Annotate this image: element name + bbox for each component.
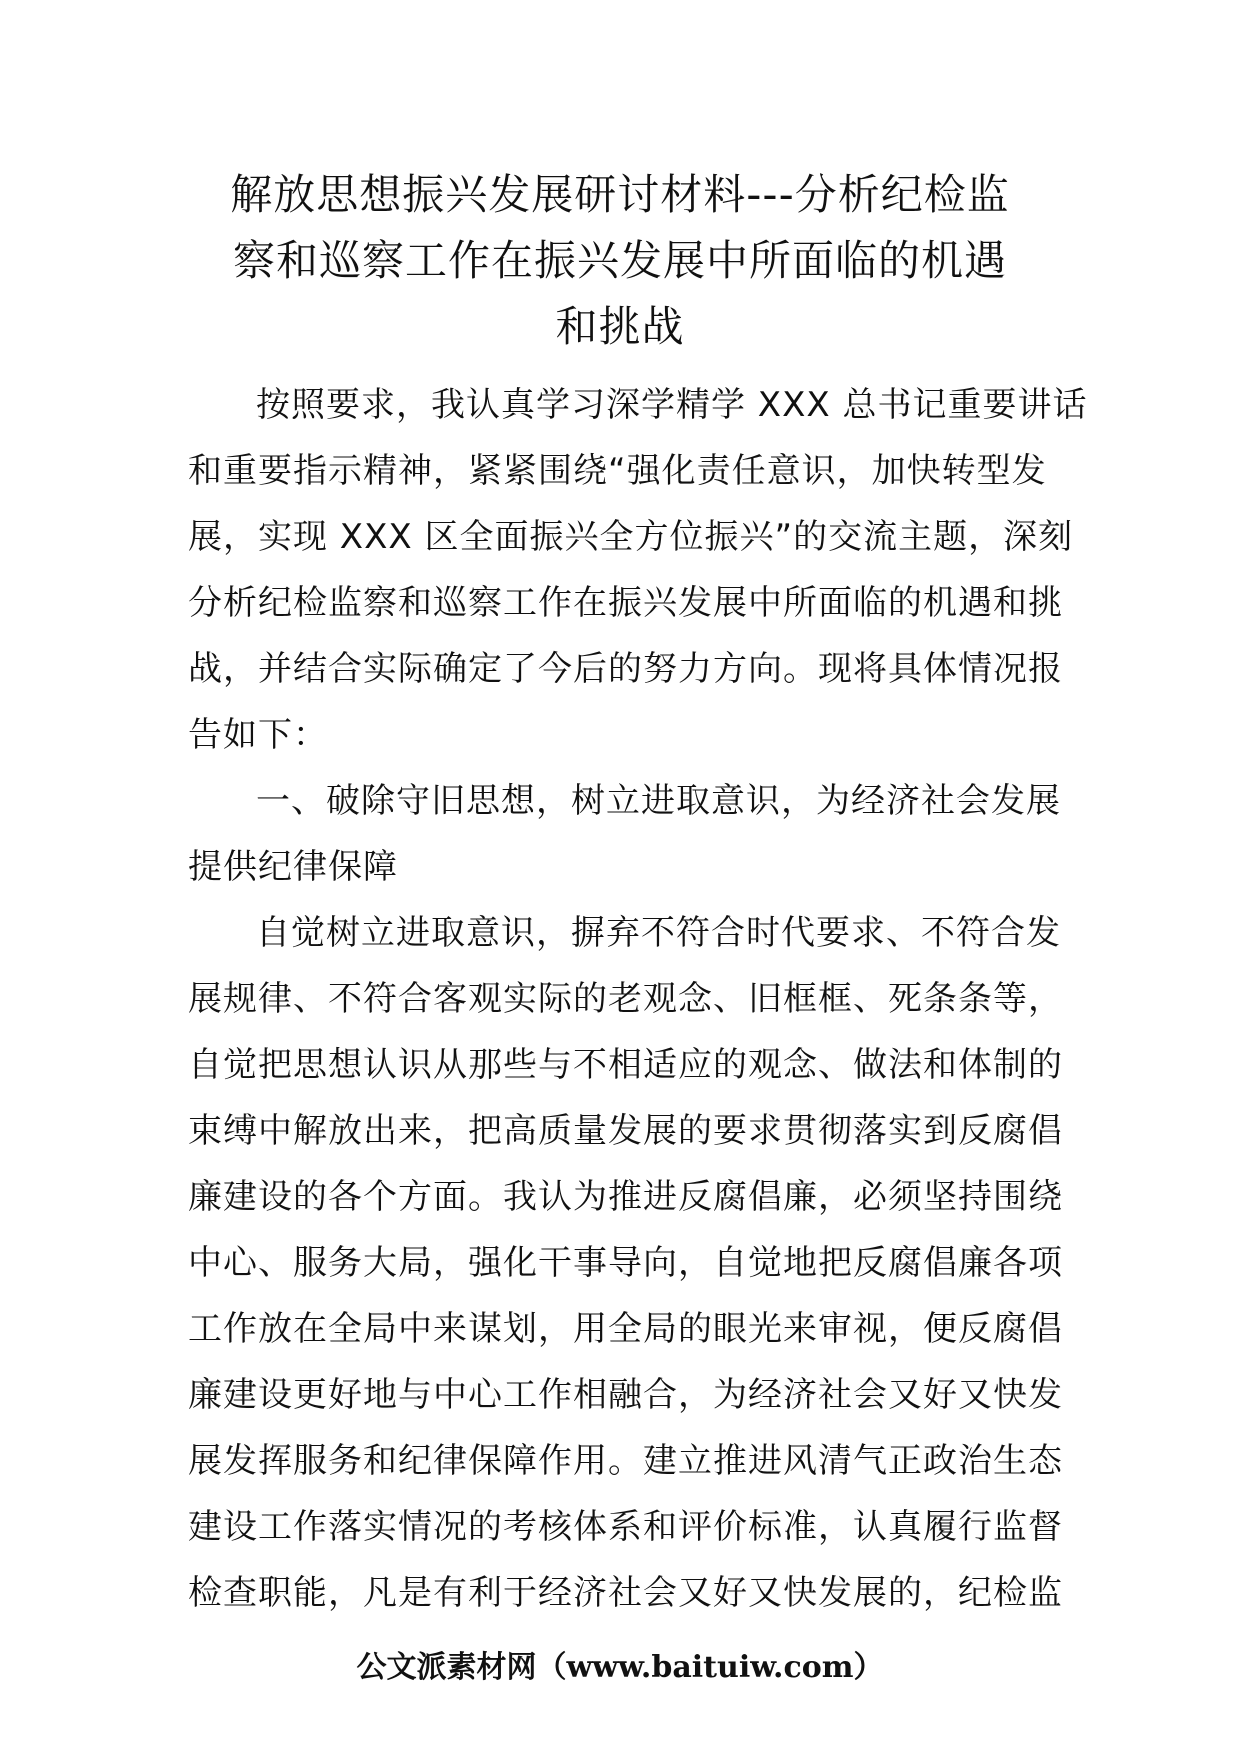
- footer-source: 公文派素材网（www.baituiw.com）: [356, 1650, 884, 1685]
- paragraph-1-line-5: 战，并结合实际确定了今后的努力方向。现将具体情况报: [188, 649, 1063, 689]
- title-line-3: 和挑战: [555, 302, 685, 351]
- paragraph-2-line-1: 自觉树立进取意识，摒弃不符合时代要求、不符合发: [256, 913, 1061, 953]
- paragraph-2-line-10: 建设工作落实情况的考核体系和评价标准，认真履行监督: [188, 1507, 1063, 1547]
- document-body: [188, 372, 1088, 1626]
- paragraph-2-line-3: 自觉把思想认识从那些与不相适应的观念、做法和体制的: [188, 1045, 1063, 1085]
- title-line-1: 解放思想振兴发展研讨材料---分析纪检监: [230, 170, 1010, 219]
- paragraph-2-line-7: 工作放在全局中来谋划，用全局的眼光来审视，便反腐倡: [188, 1309, 1063, 1349]
- paragraph-1-line-3: 展，实现 XXX 区全面振兴全方位振兴”的交流主题，深刻: [188, 517, 1074, 557]
- paragraph-2-line-6: 中心、服务大局，强化干事导向，自觉地把反腐倡廉各项: [188, 1243, 1063, 1283]
- section-heading-line-2: 提供纪律保障: [188, 847, 398, 887]
- paragraph-2-line-11: 检查职能，凡是有利于经济社会又好又快发展的，纪检监: [188, 1573, 1063, 1613]
- paragraph-1-line-6: 告如下：: [188, 715, 328, 755]
- paragraph-2-line-8: 廉建设更好地与中心工作相融合，为经济社会又好又快发: [188, 1375, 1063, 1415]
- paragraph-1-line-1: 按照要求，我认真学习深学精学 XXX 总书记重要讲话: [256, 385, 1088, 425]
- section-heading-line-1: 一、破除守旧思想，树立进取意识，为经济社会发展: [256, 781, 1061, 821]
- title-line-2: 察和巡察工作在振兴发展中所面临的机遇: [232, 236, 1007, 285]
- paragraph-2-line-9: 展发挥服务和纪律保障作用。建立推进风清气正政治生态: [188, 1441, 1063, 1481]
- paragraph-2-line-2: 展规律、不符合客观实际的老观念、旧框框、死条条等，: [188, 979, 1063, 1019]
- paragraph-2-line-5: 廉建设的各个方面。我认为推进反腐倡廉，必须坚持围绕: [188, 1177, 1063, 1217]
- paragraph-2-line-4: 束缚中解放出来，把高质量发展的要求贯彻落实到反腐倡: [188, 1111, 1063, 1151]
- paragraph-1-line-2: 和重要指示精神，紧紧围绕“强化责任意识，加快转型发: [188, 451, 1047, 491]
- paragraph-1-line-4: 分析纪检监察和巡察工作在振兴发展中所面临的机遇和挑: [188, 583, 1063, 623]
- document-title: [186, 162, 1054, 360]
